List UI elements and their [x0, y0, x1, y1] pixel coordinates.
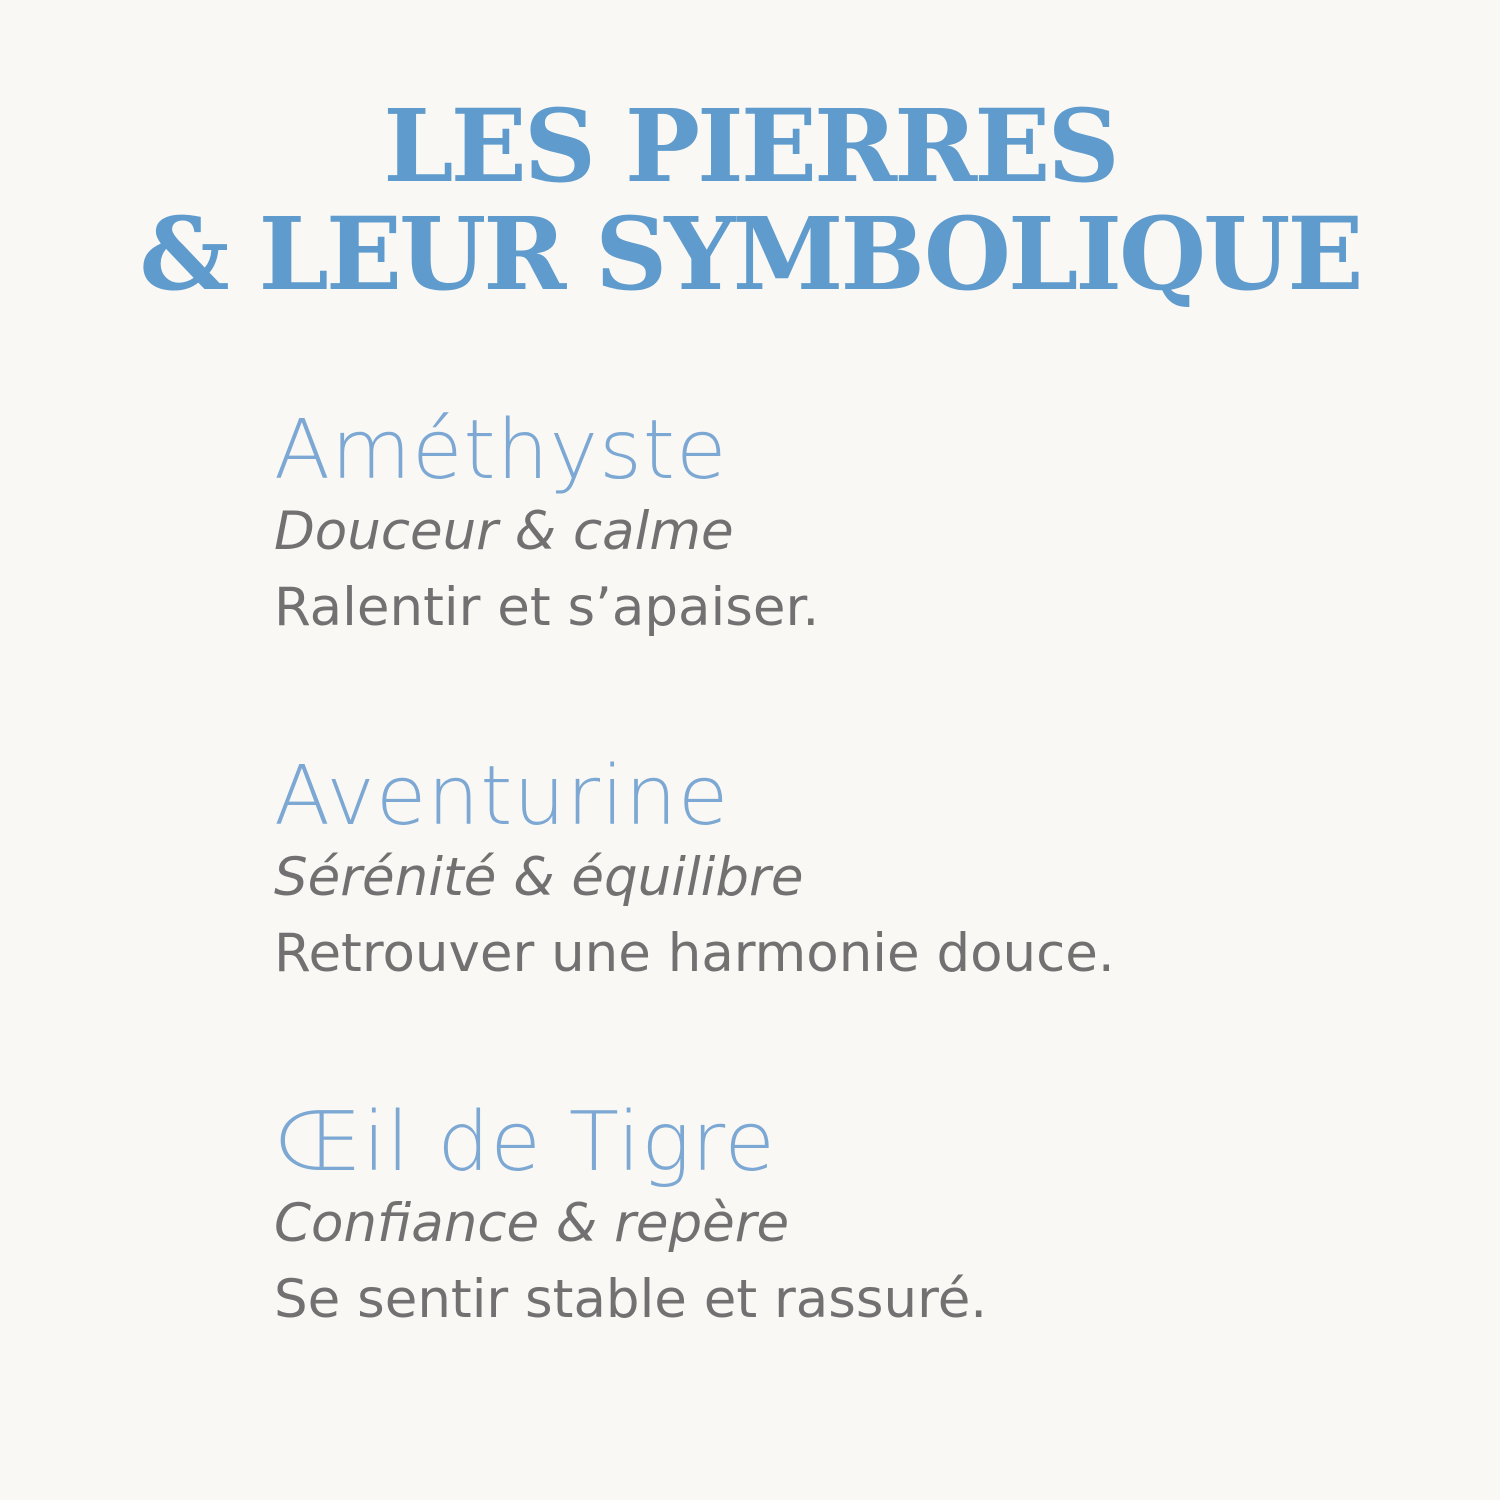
page-title — [0, 87, 1500, 313]
stone-tagline: Sérénité & équilibre — [274, 847, 804, 908]
stone-description: Se sentir stable et rassuré. — [274, 1269, 988, 1330]
stone-description: Ralentir et s’apaiser. — [274, 577, 820, 638]
stone-tagline: Douceur & calme — [274, 501, 734, 562]
stone-description: Retrouver une harmonie douce. — [274, 923, 1115, 984]
stone-name: Œil de Tigre — [274, 1095, 776, 1190]
stone-oeil-de-tigre — [274, 1097, 1454, 1341]
stone-amethyste — [274, 405, 1454, 649]
title-line-2: & LEUR SYMBOLIQUE — [139, 195, 1361, 313]
stone-name: Aventurine — [274, 749, 730, 844]
stone-aventurine — [274, 751, 1454, 995]
title-line-1: LES PIERRES — [383, 87, 1117, 205]
stone-tagline: Confiance & repère — [274, 1193, 790, 1254]
stone-name: Améthyste — [274, 403, 728, 498]
stones-list — [274, 405, 1454, 1341]
